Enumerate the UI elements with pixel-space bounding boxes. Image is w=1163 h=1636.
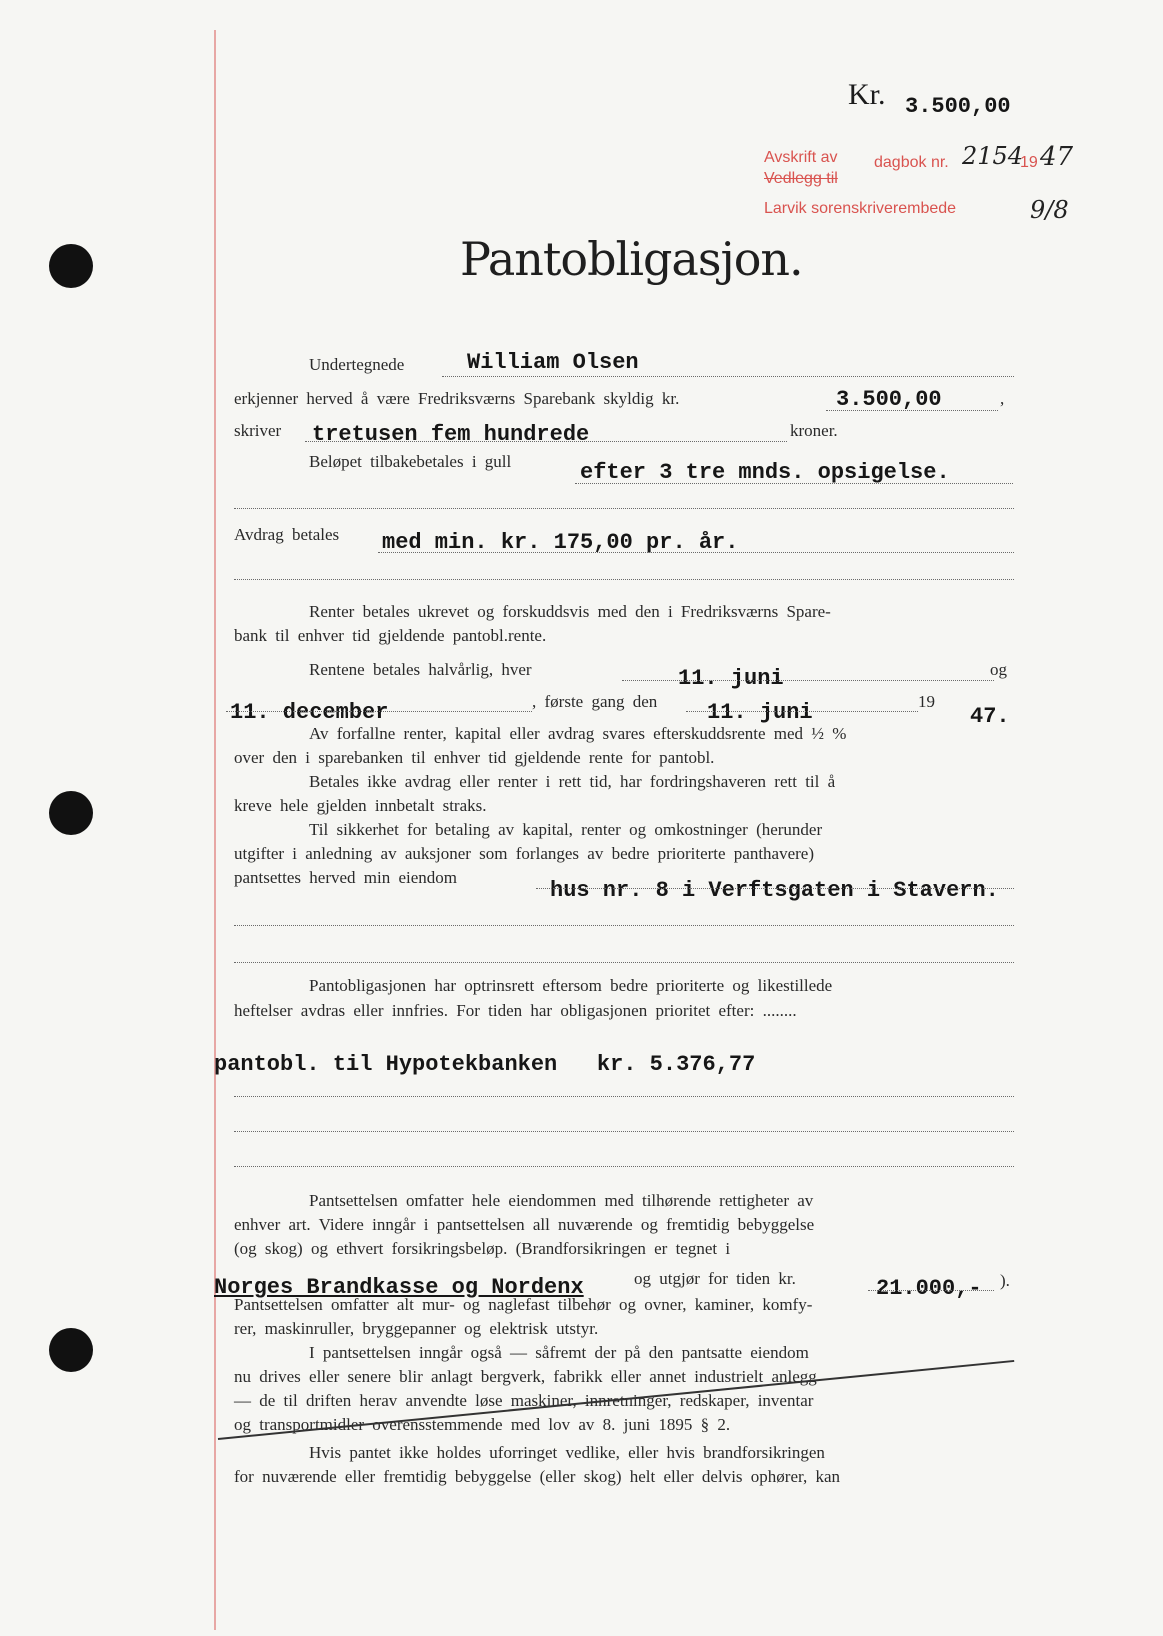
skriver-label: skriver: [234, 421, 282, 440]
amount-label: Kr.: [848, 78, 886, 111]
punch-hole-middle: [49, 791, 93, 835]
fill-line: [234, 1096, 1014, 1097]
fill-line: [442, 376, 1014, 377]
scope-text-1: Pantsettelsen omfatter hele eiendommen med tilhørende rettigheter av: [309, 1191, 814, 1210]
punch-hole-bottom: [49, 1328, 93, 1372]
amount-value: 3.500,00: [905, 94, 1011, 119]
first-time-text: , første gang den: [532, 692, 658, 711]
fill-line: [234, 508, 1014, 509]
insurance-amount: 21.000,-: [876, 1276, 982, 1301]
debt-amount: 3.500,00: [836, 387, 942, 412]
amount-in-words: tretusen fem hundrede: [312, 422, 590, 447]
debt-amount-comma: ,: [1000, 389, 1005, 408]
industrial-text-2: nu drives eller senere blir anlagt bergverk, fabrikk eller annet industrielt anlegg: [234, 1367, 817, 1386]
installment-label: Avdrag betales: [234, 525, 340, 544]
fill-line: [234, 579, 1014, 580]
stamp-avskrift: Avskrift av: [764, 149, 838, 166]
default-text-2: kreve hele gjelden innbetalt straks.: [234, 796, 487, 815]
fill-line: [305, 441, 787, 442]
priority-text-1: Pantobligasjonen har optrinsrett eftersom bedre prioriterte og likestillede: [309, 976, 833, 995]
first-payment-year: 47.: [970, 704, 1010, 729]
stamp-vedlegg: Vedlegg til: [764, 170, 838, 187]
maintenance-text-1: Hvis pantet ikke holdes uforringet vedlike, eller hvis brandforsikringen: [309, 1443, 825, 1462]
mortgaged-property: hus nr. 8 i Verftsgaten i Stavern.: [550, 878, 999, 903]
industrial-text-1: I pantsettelsen inngår også — såfremt der på den pantsatte eiendom: [309, 1343, 809, 1362]
fill-line: [378, 552, 1014, 553]
interest-schedule-text: Rentene betales halvårlig, hver: [309, 660, 532, 679]
insurance-text: og utgjør for tiden kr.: [634, 1269, 796, 1288]
fill-line: [226, 711, 532, 712]
undertegnede-label: Undertegnede: [309, 355, 405, 374]
fill-line: [234, 1131, 1014, 1132]
fill-line: [234, 925, 1014, 926]
insurance-end: ).: [1000, 1271, 1010, 1290]
punch-hole-top: [49, 244, 93, 288]
fixtures-text-1: Pantsettelsen omfatter alt mur- og naglefast tilbehør og ovner, kaminer, komfy-: [234, 1295, 813, 1314]
interest-date-1: 11. juni: [678, 666, 784, 691]
repayment-terms: efter 3 tre mnds. opsigelse.: [580, 460, 950, 485]
default-text-1: Betales ikke avdrag eller renter i rett tid, har fordringshaveren rett til å: [309, 772, 836, 791]
stamp-dagbok: dagbok nr.: [874, 154, 949, 171]
prior-mortgage: pantobl. til Hypotekbanken kr. 5.376,77: [214, 1052, 756, 1077]
margin-line: [214, 30, 216, 1630]
security-text-2: utgifter i anledning av auksjoner som forlanges av bedre prioriterte panthavere): [234, 844, 815, 863]
industrial-text-4: og transportmidler overensstemmende med lov av 8. juni 1895 § 2.: [234, 1415, 731, 1434]
security-text-3: pantsettes herved min eiendom: [234, 868, 458, 887]
first-payment-date: 11. juni: [707, 700, 813, 725]
fill-line: [826, 410, 998, 411]
debtor-name: William Olsen: [467, 350, 639, 375]
industrial-text-3: — de til driften herav anvendte løse maskiner, innretninger, redskaper, inventar: [234, 1391, 814, 1410]
year-19: 19: [918, 692, 935, 711]
og-label: og: [990, 660, 1007, 679]
year-suffix: 47: [1040, 142, 1074, 172]
scope-text-3: (og skog) og ethvert forsikringsbeløp. (Brandforsikringen er tegnet i: [234, 1239, 731, 1258]
fill-line: [234, 1166, 1014, 1167]
kroner-label: kroner.: [790, 421, 838, 440]
date-note: 9/8: [1030, 196, 1069, 224]
acknowledge-text: erkjenner herved å være Fredriksværns Sparebank skyldig kr.: [234, 389, 680, 408]
fixtures-text-2: rer, maskinruller, bryggepanner og elektrisk utstyr.: [234, 1319, 599, 1338]
insurer-name: Norges Brandkasse og Nordenx: [214, 1275, 584, 1300]
installment-terms: med min. kr. 175,00 pr. år.: [382, 530, 739, 555]
fill-line: [686, 711, 918, 712]
stamp-office: Larvik sorenskriverembede: [764, 200, 957, 217]
interest-date-2: 11. december: [230, 700, 389, 725]
fill-line: [622, 680, 994, 681]
late-interest-text-2: over den i sparebanken til enhver tid gjeldende rente for pantobl.: [234, 748, 715, 767]
fill-line: [234, 962, 1014, 963]
fill-line: [575, 483, 1013, 484]
maintenance-text-2: for nuværende eller fremtidig bebyggelse (eller skog) helt eller delvis ophører, kan: [234, 1467, 841, 1486]
scope-text-2: enhver art. Videre inngår i pantsettelsen all nuværende og fremtidig bebyggelse: [234, 1215, 815, 1234]
fill-line: [536, 888, 1014, 889]
interest-text-1: Renter betales ukrevet og forskuddsvis med den i Fredriksværns Spare-: [309, 602, 831, 621]
repayment-label: Beløpet tilbakebetales i gull: [309, 452, 512, 471]
priority-text-2: heftelser avdras eller innfries. For tiden har obligasjonen prioritet efter: ........: [234, 1001, 797, 1020]
dagbok-number: 2154: [962, 142, 1024, 170]
interest-text-2: bank til enhver tid gjeldende pantobl.rente.: [234, 626, 547, 645]
stamp-year-prefix: 19: [1020, 154, 1038, 171]
document-title: Pantobligasjon.: [460, 232, 803, 286]
late-interest-text-1: Av forfallne renter, kapital eller avdrag svares efterskuddsrente med ½ %: [309, 724, 847, 743]
security-text-1: Til sikkerhet for betaling av kapital, renter og omkostninger (herunder: [309, 820, 823, 839]
fill-line: [868, 1290, 994, 1291]
